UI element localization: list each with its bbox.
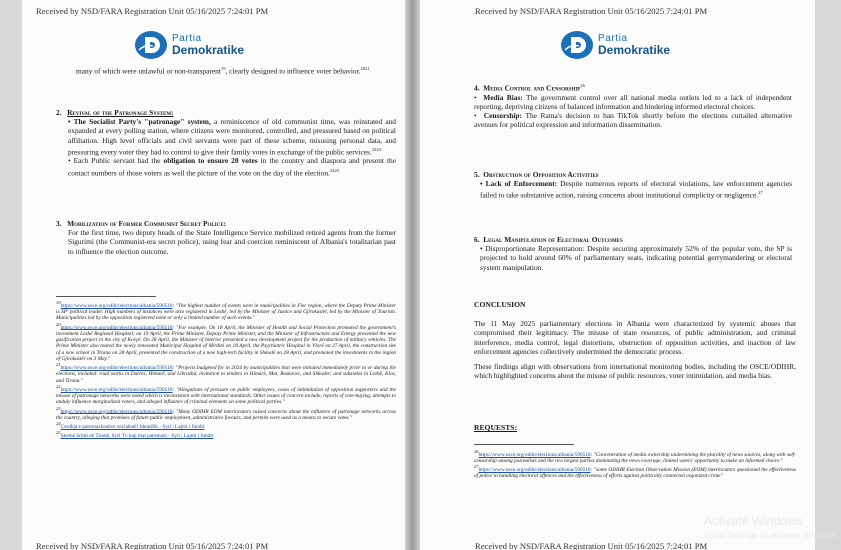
footnote-27: $^{27}$https://www.osce.org/odihr/elections/albania/590518: "some ODIHR Election Observation Mission (EOM) interlocutors questioned the effectiveness of police in handling electoral offences and the effectiveness of efforts against politically connected organized crime" [474, 464, 796, 480]
conclusion-paragraph-1: The 11 May 2025 parliamentary elections in Albania were characterized by systemic abuses that compromised their legitimacy. The misuse of state resources, of public administration, and criminal interference, media control, legal distortions, obstruction of opposition activities, and inaction of law enforcement agencies collectively undermined the democratic process. [474, 319, 796, 356]
footnote-23: $^{23}$https://www.osce.org/odihr/elections/albania/590518: "Many ODIHR EOM interlocutors raised concerns about the influence of patronage networks across the country, alleging that promises of future public employment, administrative favours, and permits were used as a means to secure votes." [56, 405, 396, 421]
section-2-number: 2. [56, 108, 62, 117]
footnote-19: $^{19}$https://www.osce.org/odihr/elections/albania/590518: "The highest number of events were in municipalities in Fier region, where the Deputy Prime Minister is SP' political leader. High numbers of instances were also registered in Lezhë, led by the Minister of Justice and Gjirokastër, led by the Minister of Tourism. Municipalities led by the opposition registered none or only a limited number of such events." [56, 300, 396, 322]
section-6 [474, 235, 792, 272]
section-5-number: 5. [474, 170, 480, 179]
footnote-22-link[interactable]: https://www.osce.org/odihr/elections/albania/590518 [60, 386, 173, 393]
registration-stamp-header: Received by NSD/FARA Registration Unit 05/16/2025 7:24:01 PM [36, 6, 269, 16]
section-3-title: Mobilization of Former Communist Secret Police: [67, 219, 227, 228]
pd-logo-icon [134, 30, 168, 60]
section-6-number: 6. [474, 235, 480, 244]
footnote-24-link[interactable]: Cerdhja e patronazhistëve socialistë! Identifik - Syri | Lajmi i fundit [60, 423, 205, 430]
conclusion-paragraph-2: These findings align with observations from international monitoring bodies, including the OSCE/ODIHR, which highlighted concerns about the misuse of public resources, voter intimidation, and media bias. [474, 362, 796, 381]
registration-stamp-header-right: Received by NSD/FARA Registration Unit 05/16/2025 7:24:01 PM [475, 6, 708, 16]
footnote-22: $^{22}$https://www.osce.org/odihr/elections/albania/590518: "Allegations of pressure on public employees, cases of intimidation of opposition supporters and the misuse of patronage networks were noted which is inconsistent with international standards. Other issues of concern include, reports of vote-buying, attempts to unduly influence marginalized voters, and alleged influence of criminal elements on some political parties." [56, 383, 396, 406]
logo-line-1-right: Partia [598, 33, 628, 44]
watermark-line-1: Activate Windows [704, 514, 803, 528]
conclusion [474, 300, 796, 380]
logo-line-2: Demokratike [172, 43, 245, 57]
party-logo-right [560, 30, 670, 60]
requests-title: REQUESTS: [474, 423, 518, 432]
viewer-background-right [815, 0, 841, 550]
footnote-25-link[interactable]: Skemë krimi në Tiranë, Syri Tv kap mat patronazi - Syri | Lajmi i fundit [60, 432, 214, 439]
footnote-26-link[interactable]: https://www.osce.org/odihr/elections/albania/590518 [478, 451, 591, 458]
footnote-21: $^{21}$https://www.osce.org/odihr/elections/albania/590518: "Projects budgeted for in 2024 by municipalities that were initiated immediately prior to or during the elections, included: road works in Durres, Himarë, and Librazhd, invitation to tenders in Himarë, Mat, Roskovec, and Shkoder; and subsidies in Lezhë, Klos, and Tirana." [56, 362, 396, 384]
section-4-number: 4. [474, 83, 480, 93]
conclusion-title: CONCLUSION [474, 300, 526, 309]
pd-logo-icon [560, 30, 594, 60]
footnote-25: $^{25}$Skemë krimi në Tiranë, Syri Tv kap mat patronazi - Syri | Lajmi i fundit [56, 429, 214, 439]
footnote-27-link[interactable]: https://www.osce.org/odihr/elections/albania/590518 [478, 467, 591, 474]
party-logo [134, 30, 244, 60]
footnote-20-link[interactable]: https://www.osce.org/odihr/elections/albania/590518 [60, 324, 173, 331]
document-page-left [22, 0, 405, 550]
registration-stamp-footer: Received by NSD/FARA Registration Unit 05/16/2025 7:24:01 PM [36, 541, 269, 550]
footnote-23-link[interactable]: https://www.osce.org/odihr/elections/albania/590518 [60, 408, 173, 415]
section-3-body: For the first time, two deputy heads of the State Intelligence Service mobilized retired agents from the former Sigurimi (the Communist-era secret police), using fear and coercion reminiscent of Albania's totalitarian past to influence the election outcome. [68, 228, 396, 256]
footnote-divider [56, 296, 156, 297]
intro-paragraph: many of which were unlawful or non-transparent$^{19}$, clearly designed to influence voter behavior.$^{2021}$ [76, 66, 370, 76]
viewer-background-left [0, 0, 22, 550]
footnote-21-link[interactable]: https://www.osce.org/odihr/elections/albania/590518 [60, 364, 173, 371]
section-3 [56, 219, 396, 256]
logo-line-1: Partia [172, 33, 202, 44]
section-5: 5. Obstruction of Opposition Activities • Lack of Enforcement: Despite numerous reports of electoral violations, law enforcement agencies failed to take substantive action, raising concerns about institutional complicity or negligence.$^{27}$ [474, 170, 792, 200]
section-5-title: Obstruction of Opposition Activities [483, 170, 599, 179]
footnote-24: $^{24}$Cerdhja e patronazhistëve socialistë! Identifik - Syri | Lajmi i fundit [56, 420, 205, 430]
section-2-title: Revival of the Patronage System: [67, 108, 174, 117]
section-3-number: 3. [56, 219, 62, 228]
section-4-title: Media Control and Censorship [483, 83, 581, 93]
page-spread-gutter [405, 0, 420, 550]
logo-line-2-right: Demokratike [598, 43, 671, 57]
section-6-title: Legal Manipulation of Electoral Outcomes [483, 235, 623, 244]
section-2: 2. Revival of the Patronage System: • The Socialist Party's "patronage" system, a reminiscence of old communist time, was reinstated and expanded at every polling station, where citizens were monitored, controlled, and pressured based on political affiliation. High level officials and civil servants were part of these scheme, misusing personal data, and pressuring every voter they had to control to give their family votes in exchange of the public services.$^{2223}$ • Each Public servant had the obligation to ensure 20 votes in the country and diaspora and present the contact numbers of those voters as well the picture of the vote on the day of the election.$^{2425}$ [56, 108, 397, 178]
registration-stamp-footer-right: Received by NSD/FARA Registration Unit 05/16/2025 7:24:01 PM [475, 541, 708, 550]
section-4: 4. Media Control and Censorship$^{26}$ • Media Bias: The government control over all national media outlets led to a lack of independent reporting, depriving citizens of balanced information and hindering informed electoral choices. • Censorship: The Rama's decision to ban TikTok shortly before the elections curtailed alternative avenues for political expression and information dissemination. [474, 83, 792, 130]
footnote-26: $^{26}$https://www.osce.org/odihr/elections/albania/590518: "Concentration of media ownership undermining the plurality of news sources, along with self-censorship among journalists and the two largest parties dominating the news coverage, limited voters' opportunity to make an informed choice." [474, 449, 796, 465]
footnotes-right [474, 449, 796, 480]
section-6-body: • Disproportionate Representation: Despite securing approximately 52% of the popular vote, the SP is projected to hold around 60% of parliamentary seats, indicating potential gerrymandering or electoral system manipulation. [480, 244, 792, 272]
document-page-right [420, 0, 815, 550]
footnotes-left [56, 300, 396, 439]
footnote-divider-right [474, 444, 574, 445]
windows-activation-watermark [704, 514, 840, 540]
footnote-19-link[interactable]: https://www.osce.org/odihr/elections/albania/590518 [60, 302, 173, 309]
watermark-line-2: Go to Settings to activate Windows. [704, 530, 840, 540]
footnote-20: $^{20}$https://www.osce.org/odihr/elections/albania/590518: "For example, On 18 April, the Minister of Health and Social Protection promoted the government's investment Lezhë Regional Hospital; on 19 April, the Prime Minister, Deputy Prime Minister, and the Minister of Infrastructure and Energy presented the new gasification project in the city of Korçë. On 28 April, the Minister of Interior presented a new development project for the production of military vehicles. The Prime Minister also toured the newly renovated Municipal Hospital of Mirditë on 18 April, the Psychiatric Hospital in Vlorë on 27 April, the construction site of a new school in Tirana on 28 April, presented the construction of a new high-tech facility in Shkodë on 28 April, and promoted the investments in the region of Gjirokastër on 3 May." [56, 321, 396, 362]
